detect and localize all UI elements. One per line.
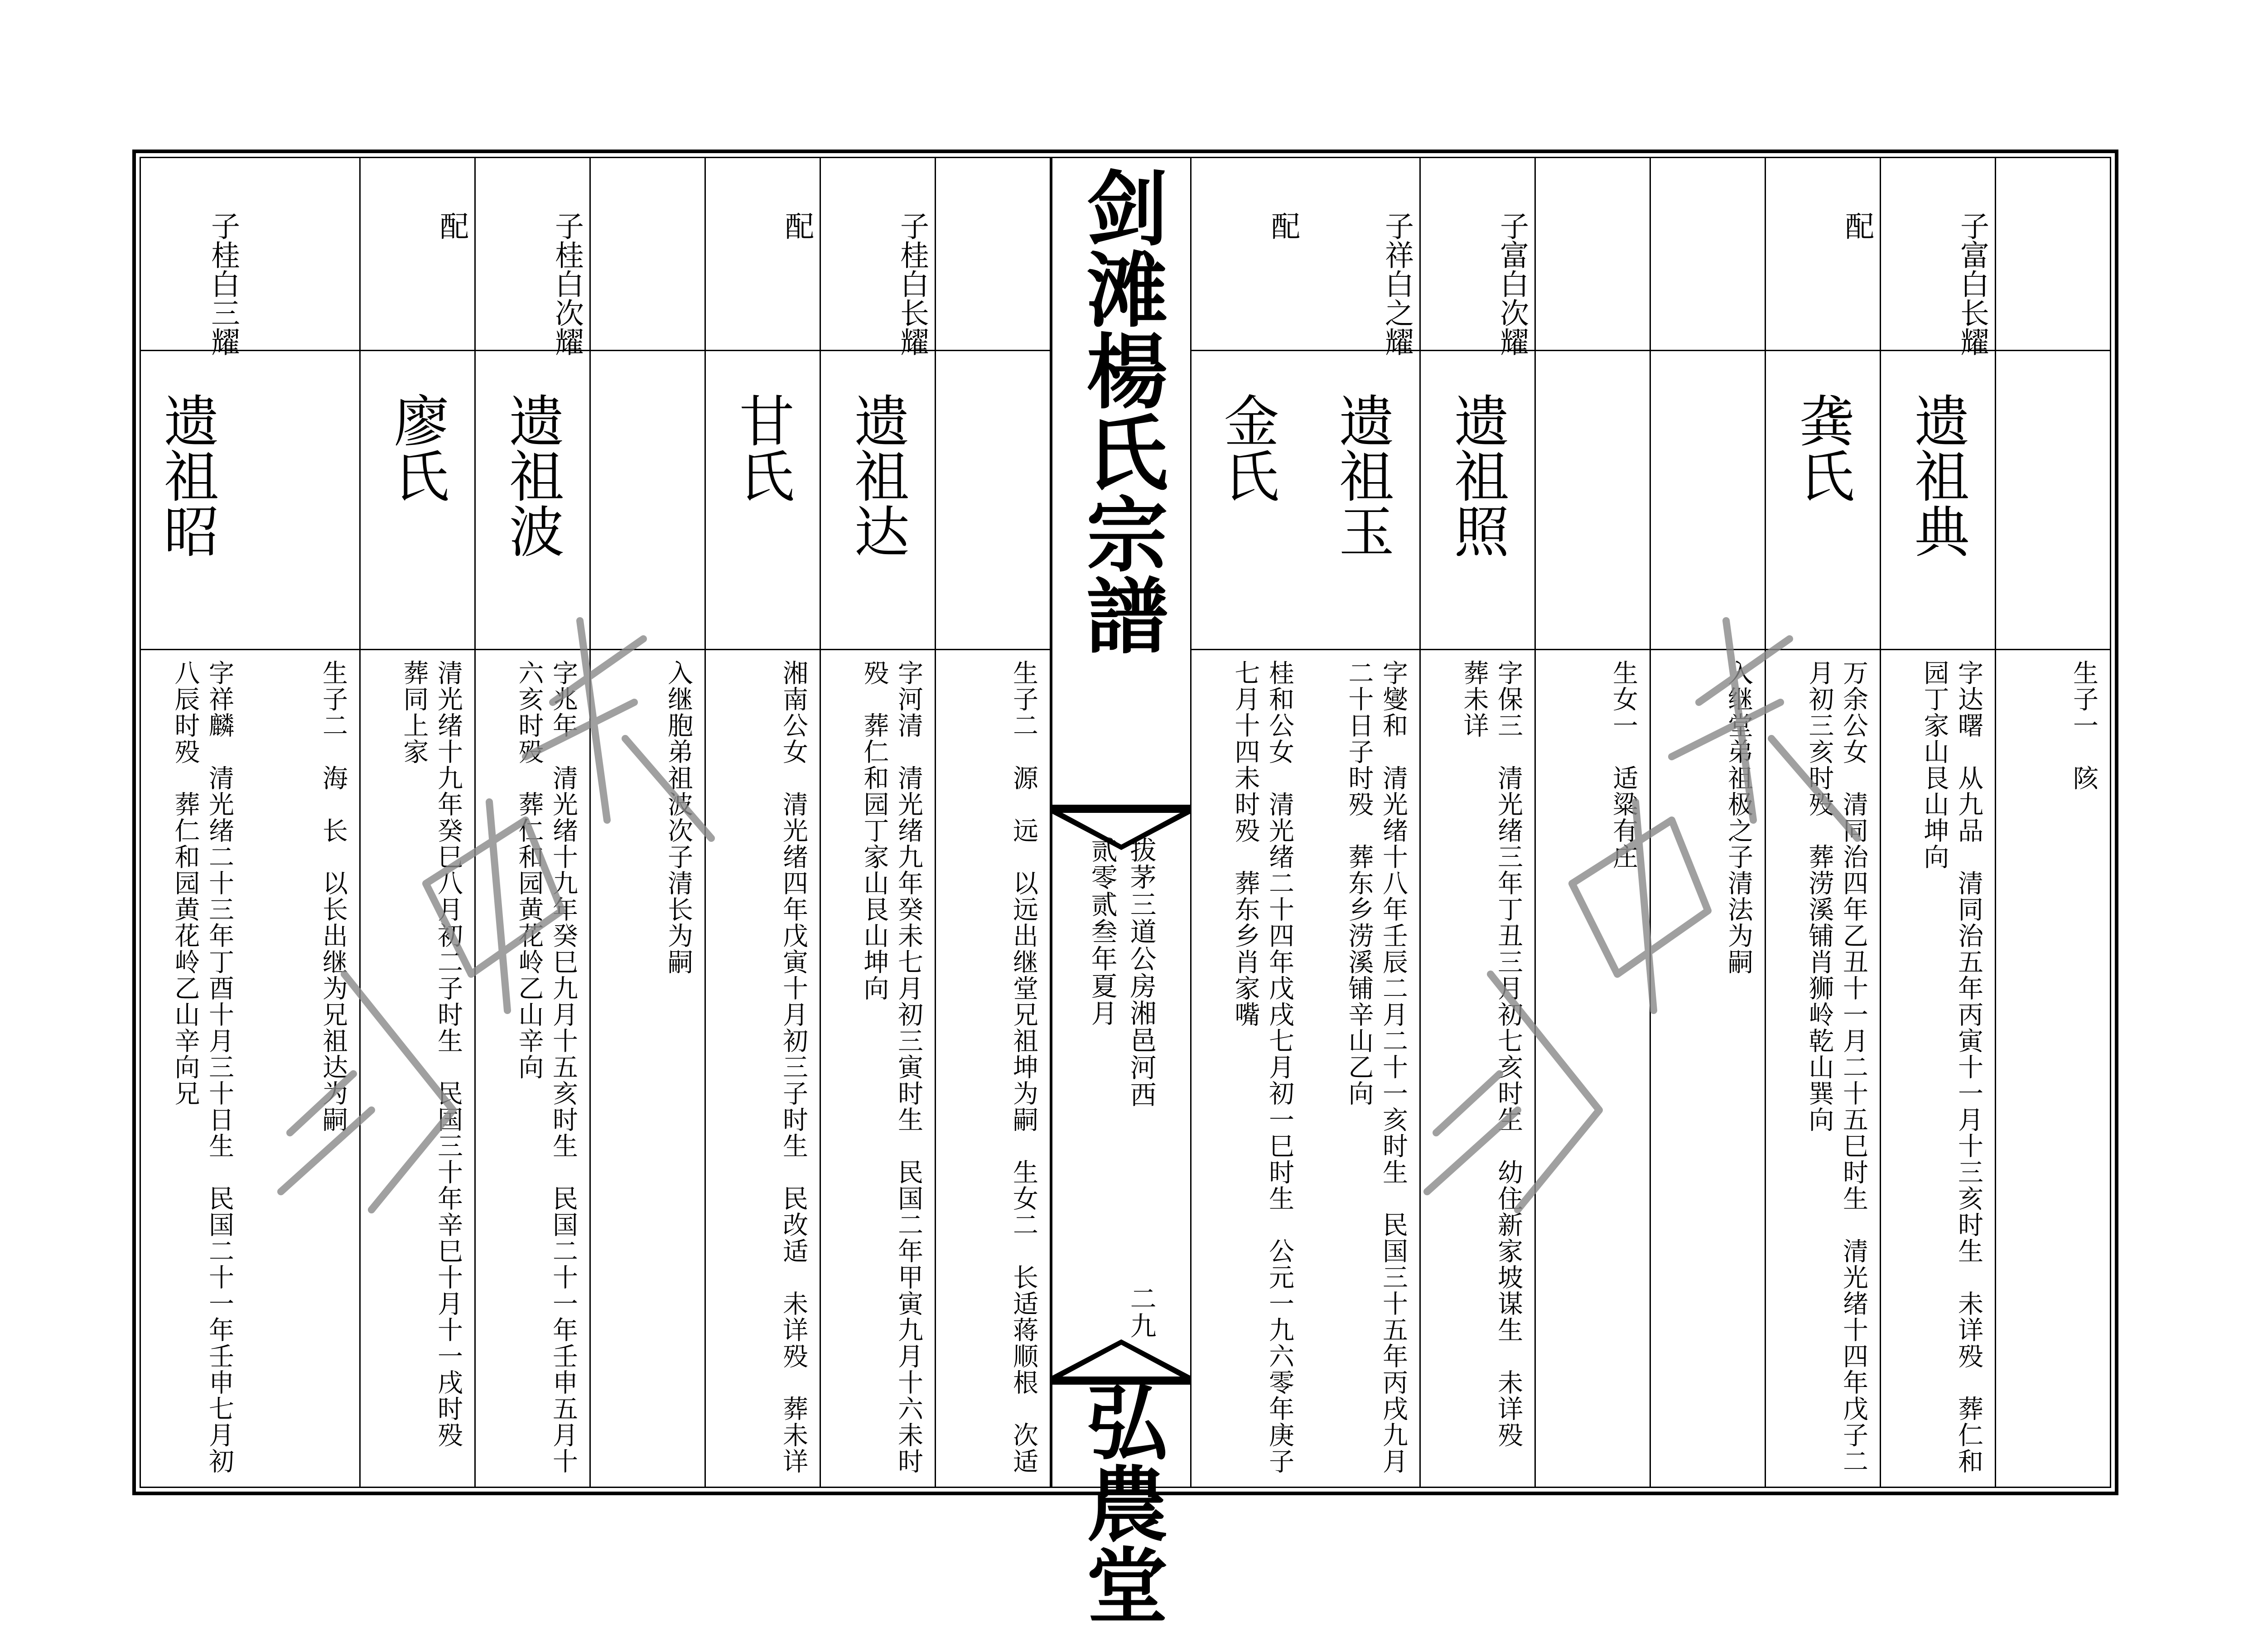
biography-text: 字河清 清光绪九年癸未七月初三寅时生 民国二年甲寅九月十六未时殁 葬仁和园丁家山艮山坤向 <box>859 660 923 1474</box>
genealogy-column <box>591 157 706 1488</box>
person-name: 甘氏 <box>730 392 795 503</box>
genealogy-column <box>246 157 361 1488</box>
genealogy-column <box>706 157 821 1488</box>
genealogy-column <box>476 157 591 1488</box>
genealogy-column <box>1306 157 1421 1488</box>
genealogy-column <box>1996 157 2111 1488</box>
hall-name: 弘農堂 <box>1073 1380 1168 1625</box>
center-title-band <box>1051 157 1192 1625</box>
biography-text: 生女一 适粱有庄 <box>1609 660 1638 870</box>
generation-label: 配 <box>435 211 468 240</box>
person-name: 龚氏 <box>1790 392 1855 503</box>
compile-date: 贰零贰叁年夏月 <box>1086 836 1118 1027</box>
genealogy-column <box>1191 157 1306 1488</box>
generation-label: 配 <box>1266 211 1300 240</box>
biography-text: 字保三 清光绪三年丁丑三月初七亥时生 幼住新家坡谋生 未详殁 葬未详 <box>1459 660 1523 1474</box>
genealogy-column <box>936 157 1051 1488</box>
biography-text: 入继堂弟祖极之子清法为嗣 <box>1724 660 1753 975</box>
biography-text: 字达曙 从九品 清同治五年丙寅十一月十三亥时生 未详殁 葬仁和园丁家山艮山坤向 <box>1920 660 1983 1474</box>
genealogy-column <box>1536 157 1651 1488</box>
person-name: 遗祖达 <box>845 392 910 558</box>
person-name: 遗祖昭 <box>154 392 219 558</box>
person-name: 遗祖照 <box>1445 392 1510 558</box>
genealogy-column <box>1421 157 1536 1488</box>
person-name: 遗祖波 <box>500 392 564 558</box>
person-name: 遗祖典 <box>1905 392 1970 558</box>
generation-label: 子桂白长耀 <box>895 211 929 356</box>
generation-label: 子富白长耀 <box>1955 211 1989 356</box>
genealogy-column <box>1881 157 1996 1488</box>
genealogy-column <box>130 157 246 1488</box>
genealogy-column <box>1766 157 1881 1488</box>
page-number: 二九 <box>1125 1285 1157 1339</box>
person-name: 廖氏 <box>385 392 449 503</box>
fish-tail-top-mark <box>1052 805 1190 855</box>
generation-label: 子桂白次耀 <box>550 211 584 356</box>
generation-label: 配 <box>1840 211 1874 240</box>
branch-info: 拔茅三道公房湘邑河西 <box>1125 836 1157 1108</box>
genealogy-column <box>361 157 476 1488</box>
biography-text: 入继胞弟祖波次子清长为嗣 <box>664 660 693 975</box>
generation-label: 子祥白之耀 <box>1380 211 1413 356</box>
person-name: 金氏 <box>1215 392 1279 503</box>
generation-label: 配 <box>780 211 814 240</box>
fish-tail-bottom-mark <box>1052 1335 1190 1385</box>
biography-text: 生子一 陔 <box>2069 660 2098 791</box>
biography-text: 字兆年 清光绪十九年癸巳九月十五亥时生 民国二十一年壬申五月十六亥时殁 葬仁和园黄花岭乙山辛向 <box>514 660 578 1474</box>
genealogy-title: 剑滩楊氏宗譜 <box>1073 166 1168 655</box>
biography-text: 生子二 海 长 以长出继为兄祖达为嗣 <box>318 660 348 1133</box>
biography-text: 万余公女 清同治四年乙丑十一月二十五巳时生 清光绪十四年戊子二月初三亥时殁 葬涝溪铺肖狮岭乾山巽向 <box>1804 660 1868 1474</box>
generation-label: 子富白次耀 <box>1495 211 1529 356</box>
biography-text: 生子二 源 远 以远出继堂兄祖坤为嗣 生女二 长适蒋顺根 次适 <box>1009 660 1038 1474</box>
biography-text: 清光绪十九年癸巳八月初二子时生 民国三十年辛巳十月十一戌时殁 葬同上家 <box>399 660 463 1474</box>
biography-text: 桂和公女 清光绪二十四年戊戌七月初一巳时生 公元一九六零年庚子七月十四未时殁 葬东乡肖家嘴 <box>1230 660 1294 1474</box>
biography-text: 湘南公女 清光绪四年戊寅十月初三子时生 民改适 未详殁 葬未详 <box>779 660 808 1474</box>
genealogy-column <box>821 157 936 1488</box>
person-name: 遗祖玉 <box>1330 392 1394 558</box>
biography-text: 字祥麟 清光绪二十三年丁酉十月三十日生 民国二十一年壬申七月初八辰时殁 葬仁和园黄花岭乙山辛向兄 <box>170 660 234 1474</box>
biography-text: 字燮和 清光绪十八年壬辰二月二十一亥时生 民国三十五年丙戌九月二十日子时殁 葬东乡涝溪铺辛山乙向 <box>1344 660 1408 1474</box>
genealogy-column <box>1651 157 1766 1488</box>
generation-label: 子桂白三耀 <box>206 211 240 356</box>
